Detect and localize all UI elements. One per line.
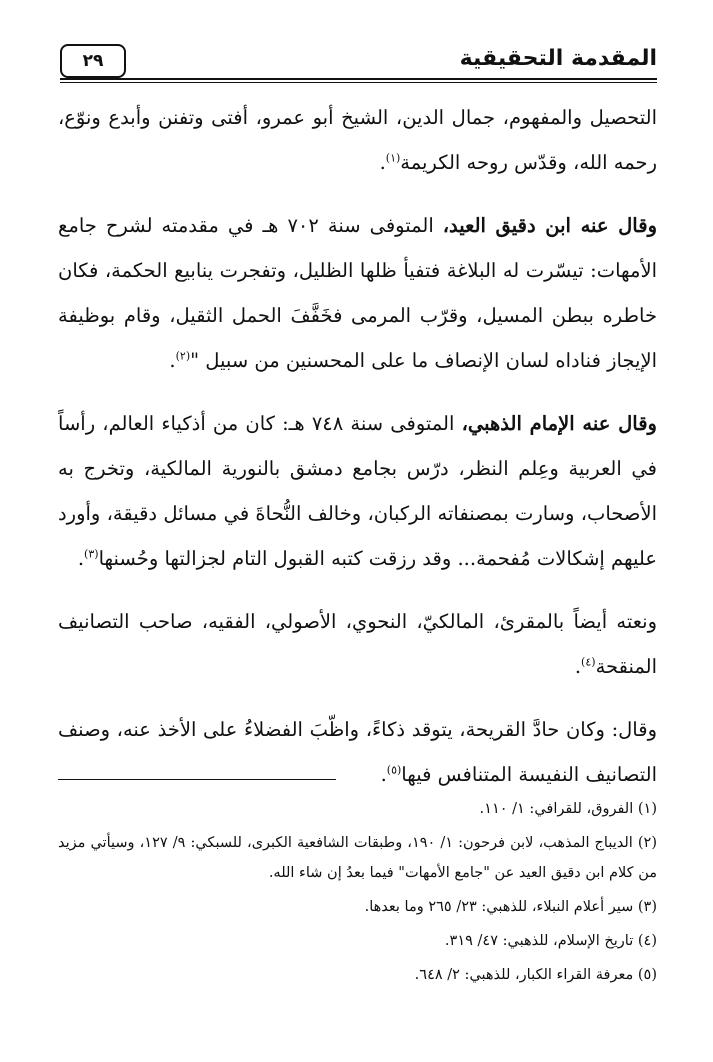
footnote [58,892,657,922]
footnote-text: الديباج المذهب، لابن فرحون: ١/ ١٩٠، وطبقات الشافعية الكبرى، للسبكي: ٩/ ١٢٧، وسيأتي مزيد من كلام ابن دقيق العيد عن "جامع الأمهات" فيما بعدُ إن شاء الله. [58,835,657,881]
header-divider-thin [60,82,657,83]
paragraph [58,599,657,689]
paragraph-text: ونعته أيضاً بالمقرئ، المالكيّ، النحوي، الأصولي، الفقيه، صاحب التصانيف المنقحة [58,610,657,678]
footnote-divider [58,779,336,780]
footnote-number: (٤) [637,933,657,949]
footnote-text: معرفة القراء الكبار، للذهبي: ٢/ ٦٤٨. [414,967,634,983]
footnotes [58,794,657,994]
footnote [58,794,657,824]
footnote-ref: (٣) [84,547,99,561]
footnote-text: الفروق، للقرافي: ١/ ١١٠. [479,801,634,817]
paragraph-text: المتوفى سنة ٧٠٢ هـ في مقدمته لشرح جامع الأمهات: تيسّرت له البلاغة فتفيأ ظلها الظليل، وتفجرت ينابيع الحكمة، فكان خاطره ببطن المسيل، وقرّب المرمى فخَفَّفَ الحمل الثقيل، وقام بوظيفة الإيجاز فناداه لسان الإنصاف ما على المحسنين من سبيل " [58,214,657,372]
header-divider [60,78,657,80]
footnote-ref: (١) [385,151,401,165]
paragraph-tail: . [77,547,85,570]
paragraph-text: التحصيل والمفهوم، جمال الدين، الشيخ أبو عمرو، أفتى وتفنن وأبدع ونوّع، رحمه الله، وقدّس روحه الكريمة [58,106,657,174]
footnote-ref: (٥) [386,763,402,777]
paragraph-lead: وقال عنه ابن دقيق العيد، [442,214,657,237]
paragraph [58,707,657,797]
footnote-number: (٣) [637,899,657,915]
running-header-title: المقدمة التحقيقية [459,46,657,71]
paragraph-text: المتوفى سنة ٧٤٨ هـ: كان من أذكياء العالم، رأساً في العربية وعِلم النظر، درّس بجامع دمشق بالنورية المالكية، وتخرج به الأصحاب، وسارت بمصنفاته الركبان، وخالف النُّحاةَ في مسائل دقيقة، وأورد عليهم إشكالات مُفحمة... وقد رزقت كتبه القبول التام لجزالتها وحُسنها [58,412,657,570]
footnote [58,926,657,956]
footnote-number: (١) [637,801,657,817]
page-number: ٢٩ [60,44,126,78]
paragraph-tail: . [169,349,176,372]
main-text [58,95,657,815]
footnote-number: (٢) [637,835,658,851]
paragraph-text: وقال: وكان حادَّ القريحة، يتوقد ذكاءً، واظّبَ الفضلاءُ على الأخذ عنه، وصنف التصانيف النفيسة المتنافس فيها [58,718,657,786]
paragraph-lead: وقال عنه الإمام الذهبي، [461,412,657,435]
paragraph [58,401,657,581]
running-header [60,40,657,84]
footnote-text: تاريخ الإسلام، للذهبي: ٤٧/ ٣١٩. [444,933,634,949]
paragraph-tail: . [379,151,386,174]
paragraph-tail: . [380,763,387,786]
footnote-ref: (٢) [175,349,191,363]
footnote-text: سير أعلام النبلاء، للذهبي: ٢٣/ ٢٦٥ وما بعدها. [364,899,634,915]
footnote-ref: (٤) [581,655,596,669]
footnote-number: (٥) [637,967,657,983]
footnote [58,960,657,990]
footnote [58,828,657,888]
paragraph [58,203,657,383]
paragraph-tail: . [574,655,582,678]
paragraph [58,95,657,185]
